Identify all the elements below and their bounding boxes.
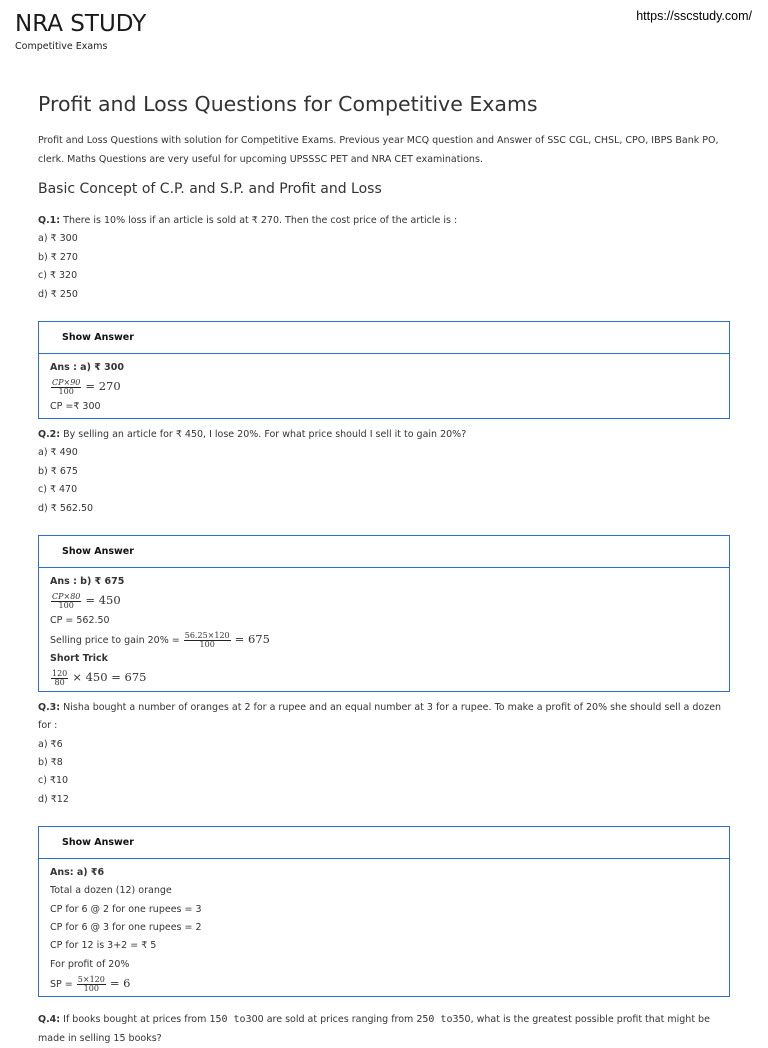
fraction-denominator: 80 xyxy=(54,678,65,688)
page-title: Profit and Loss Questions for Competitive Exams xyxy=(38,92,538,116)
answer-result: CP =₹ 300 xyxy=(50,400,101,412)
fraction xyxy=(51,593,81,610)
equation-rhs: = 450 xyxy=(85,593,121,608)
site-url[interactable]: https://sscstudy.com/ xyxy=(636,9,752,23)
question-label: Q.3: xyxy=(38,701,61,713)
article-content xyxy=(38,92,730,1048)
equation xyxy=(50,591,718,611)
equation xyxy=(50,668,718,688)
site-title[interactable]: NRA STUDY xyxy=(15,11,147,37)
equation xyxy=(50,377,718,397)
option-b: b) ₹ 270 xyxy=(38,251,78,263)
show-answer-button[interactable]: Show Answer xyxy=(39,536,729,568)
fraction xyxy=(51,379,81,396)
answer-body xyxy=(39,859,729,996)
fraction-numerator: CP×90 xyxy=(52,378,81,388)
question-4 xyxy=(38,1011,730,1048)
question-label: Q.1: xyxy=(38,215,61,226)
equation-prefix: SP = xyxy=(50,978,73,990)
option-a: a) ₹6 xyxy=(38,738,63,750)
solution-step: CP for 12 is 3+2 = ₹ 5 xyxy=(50,940,157,952)
question-text xyxy=(38,699,730,736)
option-d: d) ₹ 562.50 xyxy=(38,502,94,514)
fraction-numerator: 56.25×120 xyxy=(184,630,230,640)
option-b: b) ₹8 xyxy=(38,756,63,768)
answer-box xyxy=(38,826,730,997)
intro-paragraph: Profit and Loss Questions with solution for Competitive Exams. Previous year MCQ question and Answer of SSC CGL, CHSL, CPO, IBPS Bank PO, clerk. Maths Questions are very useful for upcoming UPSSSC PET and NRA CET examinations. xyxy=(38,135,719,165)
equation-rhs: = 270 xyxy=(85,379,121,394)
fraction-denominator: 100 xyxy=(58,387,74,397)
question-label: Q.2: xyxy=(38,428,61,440)
question-text xyxy=(38,1011,730,1048)
fraction-numerator: CP×80 xyxy=(52,592,81,602)
fraction-denominator: 100 xyxy=(58,601,74,611)
site-subtitle: Competitive Exams xyxy=(15,41,108,52)
option-c: c) ₹ 470 xyxy=(38,484,78,496)
question-body: There is 10% loss if an article is sold at ₹ 270. Then the cost price of the article is : xyxy=(63,215,458,226)
equation-rhs: × 450 = 675 xyxy=(72,670,147,685)
equation xyxy=(50,630,718,650)
code-span: 150 to xyxy=(209,1014,246,1026)
fraction-denominator: 100 xyxy=(83,983,99,993)
option-c: c) ₹ 320 xyxy=(38,270,78,282)
solution-step: Total a dozen (12) orange xyxy=(50,885,172,897)
option-c: c) ₹10 xyxy=(38,775,69,787)
cp-line: CP = 562.50 xyxy=(50,614,110,626)
answer-box xyxy=(38,535,730,692)
section-heading: Basic Concept of C.P. and S.P. and Profit and Loss xyxy=(38,181,382,197)
equation xyxy=(50,974,718,994)
answer-body xyxy=(39,568,729,691)
question-body: If books bought at prices from xyxy=(63,1014,207,1026)
code-span: 250 to xyxy=(416,1014,453,1026)
answer-box xyxy=(38,321,730,419)
solution-step: For profit of 20% xyxy=(50,958,130,970)
question-body: By selling an article for ₹ 450, I lose 20%. For what price should I sell it to gain 20%? xyxy=(63,428,467,440)
show-answer-button[interactable]: Show Answer xyxy=(39,322,729,354)
equation-prefix: Selling price to gain 20% = xyxy=(50,634,180,646)
option-b: b) ₹ 675 xyxy=(38,465,78,477)
fraction-denominator: 100 xyxy=(199,639,215,649)
solution-step: CP for 6 @ 3 for one rupees = 2 xyxy=(50,922,202,934)
question-text xyxy=(38,212,730,230)
option-a: a) ₹ 300 xyxy=(38,233,78,245)
fraction xyxy=(51,670,68,687)
fraction-numerator: 120 xyxy=(52,669,68,679)
options-list xyxy=(38,736,730,810)
question-body: 300 are sold at prices ranging from xyxy=(245,1014,414,1026)
question-label: Q.4: xyxy=(38,1014,61,1026)
show-answer-button[interactable]: Show Answer xyxy=(39,827,729,859)
solution-step: CP for 6 @ 2 for one rupees = 3 xyxy=(50,903,202,915)
options-list xyxy=(38,230,730,304)
answer-title: Ans : a) ₹ 300 xyxy=(50,362,124,374)
question-text xyxy=(38,426,730,444)
answer-title: Ans: a) ₹6 xyxy=(50,867,105,879)
options-list xyxy=(38,444,730,518)
question-3 xyxy=(38,699,730,998)
option-a: a) ₹ 490 xyxy=(38,447,78,459)
equation-rhs: = 675 xyxy=(234,631,270,646)
short-trick-title: Short Trick xyxy=(50,653,108,665)
question-body: 350, what is the greatest possible profit that might be made in selling 15 books? xyxy=(38,1014,710,1044)
answer-title: Ans : b) ₹ 675 xyxy=(50,575,125,587)
option-d: d) ₹12 xyxy=(38,793,69,805)
option-d: d) ₹ 250 xyxy=(38,288,78,300)
question-1 xyxy=(38,212,730,419)
equation-rhs: = 6 xyxy=(109,975,131,990)
question-2 xyxy=(38,426,730,692)
fraction xyxy=(184,632,231,649)
question-body: Nisha bought a number of oranges at 2 for a rupee and an equal number at 3 for a rupee. To make a profit of 20% she should sell a dozen for : xyxy=(38,701,722,732)
fraction xyxy=(77,976,106,993)
answer-body xyxy=(39,354,729,418)
fraction-numerator: 5×120 xyxy=(77,974,105,984)
